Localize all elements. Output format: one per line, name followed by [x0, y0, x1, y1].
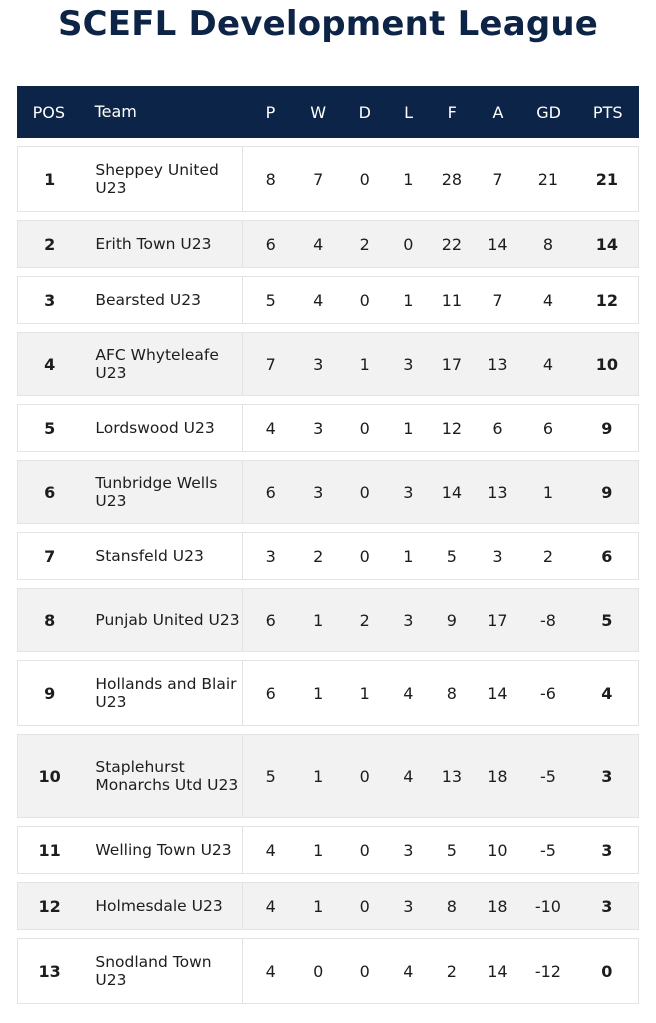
row-goals-against: 18 — [487, 766, 508, 786]
row-goals-against: 17 — [487, 610, 508, 630]
row-won: 0 — [313, 961, 324, 981]
row-drawn: 0 — [359, 961, 370, 981]
row-lost: 1 — [403, 290, 414, 310]
header-drawn[interactable]: D — [358, 102, 371, 122]
header-pos[interactable]: POS — [32, 102, 65, 122]
table-row[interactable] — [17, 276, 639, 324]
row-played: 6 — [265, 610, 276, 630]
row-pos: 11 — [38, 840, 61, 860]
row-drawn: 1 — [359, 683, 370, 703]
row-goals-against: 6 — [492, 418, 503, 438]
row-won: 1 — [313, 896, 324, 916]
row-won: 2 — [313, 546, 324, 566]
header-points[interactable]: PTS — [592, 102, 623, 122]
row-goals-for: 11 — [441, 290, 463, 310]
row-drawn: 0 — [359, 766, 370, 786]
row-goal-difference: -8 — [539, 610, 556, 630]
team-name: Bearsted U23 — [95, 291, 201, 309]
row-goals-against: 13 — [487, 482, 508, 502]
row-goals-for: 9 — [446, 610, 457, 630]
header-goals-against[interactable]: A — [492, 102, 504, 122]
row-points: 9 — [601, 482, 613, 502]
row-pos: 3 — [44, 290, 56, 310]
row-points: 6 — [601, 546, 613, 566]
row-points: 21 — [595, 169, 618, 189]
table-header — [17, 86, 639, 138]
league-table — [17, 86, 639, 1012]
table-row[interactable] — [17, 938, 639, 1004]
row-lost: 0 — [403, 234, 414, 254]
header-team[interactable]: Team — [94, 102, 137, 121]
row-goals-against: 14 — [487, 234, 508, 254]
row-goals-for: 2 — [446, 961, 457, 981]
table-row[interactable] — [17, 734, 639, 818]
row-team — [81, 939, 243, 1003]
team-name: Staplehurst Monarchs Utd U23 — [95, 758, 239, 794]
row-drawn: 1 — [359, 354, 370, 374]
header-won[interactable]: W — [310, 102, 327, 122]
team-name: Stansfeld U23 — [95, 547, 204, 565]
row-goals-against: 14 — [487, 683, 508, 703]
row-team — [81, 277, 243, 323]
row-points: 9 — [601, 418, 613, 438]
row-played: 4 — [265, 961, 276, 981]
row-pos: 1 — [44, 169, 56, 189]
row-goals-against: 18 — [487, 896, 508, 916]
team-name: AFC Whyteleafe U23 — [95, 346, 219, 382]
table-row[interactable] — [17, 532, 639, 580]
row-pos: 4 — [44, 354, 56, 374]
table-row[interactable] — [17, 220, 639, 268]
row-lost: 3 — [403, 354, 414, 374]
row-played: 7 — [265, 354, 276, 374]
row-played: 5 — [265, 290, 276, 310]
row-lost: 4 — [403, 766, 414, 786]
row-pos: 5 — [44, 418, 56, 438]
row-points: 10 — [595, 354, 618, 374]
row-team — [81, 333, 243, 395]
row-team — [81, 735, 243, 817]
row-played: 4 — [265, 418, 276, 438]
row-lost: 1 — [403, 169, 414, 189]
row-team — [81, 589, 243, 651]
row-won: 3 — [313, 354, 324, 374]
row-lost: 3 — [403, 482, 414, 502]
row-lost: 1 — [403, 546, 414, 566]
row-lost: 3 — [403, 840, 414, 860]
row-goals-for: 8 — [446, 896, 457, 916]
row-goals-for: 5 — [446, 546, 457, 566]
row-team — [81, 533, 243, 579]
row-goals-for: 28 — [441, 169, 463, 189]
row-goal-difference: 1 — [542, 482, 553, 502]
header-lost[interactable]: L — [404, 102, 413, 122]
row-goals-against: 10 — [487, 840, 508, 860]
row-team — [81, 827, 243, 873]
row-lost: 4 — [403, 961, 414, 981]
row-goal-difference: -5 — [539, 840, 556, 860]
row-goal-difference: -10 — [534, 896, 561, 916]
row-goals-against: 3 — [492, 546, 503, 566]
row-goal-difference: -5 — [539, 766, 556, 786]
team-name: Hollands and Blair U23 — [95, 675, 237, 711]
row-won: 3 — [313, 482, 324, 502]
row-points: 14 — [595, 234, 618, 254]
row-team — [81, 883, 243, 929]
team-name: Lordswood U23 — [95, 419, 215, 437]
row-goals-for: 17 — [441, 354, 463, 374]
row-played: 5 — [265, 766, 276, 786]
row-played: 6 — [265, 482, 276, 502]
table-row[interactable] — [17, 146, 639, 212]
row-won: 4 — [313, 290, 324, 310]
row-drawn: 0 — [359, 840, 370, 860]
team-name: Snodland Town U23 — [95, 953, 212, 989]
row-goals-for: 5 — [446, 840, 457, 860]
row-won: 4 — [313, 234, 324, 254]
row-won: 1 — [313, 610, 324, 630]
row-lost: 1 — [403, 418, 414, 438]
row-pos: 9 — [44, 683, 56, 703]
header-goal-difference[interactable]: GD — [536, 102, 561, 122]
row-played: 6 — [265, 234, 276, 254]
row-played: 4 — [265, 840, 276, 860]
row-won: 1 — [313, 683, 324, 703]
row-goal-difference: 4 — [542, 290, 553, 310]
row-goals-for: 8 — [446, 683, 457, 703]
row-points: 12 — [595, 290, 618, 310]
row-points: 3 — [601, 840, 613, 860]
row-goals-for: 12 — [441, 418, 463, 438]
row-played: 4 — [265, 896, 276, 916]
table-row[interactable] — [17, 826, 639, 874]
row-team — [81, 405, 243, 451]
page-title: SCEFL Development League — [57, 4, 599, 44]
row-goals-against: 13 — [487, 354, 508, 374]
row-lost: 4 — [403, 683, 414, 703]
row-drawn: 0 — [359, 169, 370, 189]
row-drawn: 0 — [359, 482, 370, 502]
row-drawn: 0 — [359, 418, 370, 438]
row-team — [81, 461, 243, 523]
header-played[interactable]: P — [265, 102, 276, 122]
row-goal-difference: 21 — [537, 169, 559, 189]
row-played: 8 — [265, 169, 276, 189]
row-goals-against: 7 — [492, 169, 503, 189]
row-team — [81, 661, 243, 725]
row-pos: 7 — [44, 546, 56, 566]
row-goal-difference: 6 — [542, 418, 553, 438]
row-team — [81, 221, 243, 267]
row-won: 1 — [313, 766, 324, 786]
team-name: Welling Town U23 — [95, 841, 232, 859]
row-pos: 2 — [44, 234, 56, 254]
row-goals-for: 13 — [441, 766, 463, 786]
table-body — [17, 146, 639, 1004]
row-lost: 3 — [403, 610, 414, 630]
row-goals-against: 14 — [487, 961, 508, 981]
team-name: Sheppey United U23 — [95, 161, 219, 197]
row-won: 7 — [313, 169, 324, 189]
row-pos: 13 — [38, 961, 61, 981]
table-row[interactable] — [17, 588, 639, 652]
table-row[interactable] — [17, 460, 639, 524]
row-drawn: 0 — [359, 896, 370, 916]
row-points: 3 — [601, 896, 613, 916]
row-lost: 3 — [403, 896, 414, 916]
row-points: 0 — [601, 961, 613, 981]
row-goal-difference: 8 — [542, 234, 553, 254]
row-played: 3 — [265, 546, 276, 566]
row-drawn: 0 — [359, 546, 370, 566]
row-won: 3 — [313, 418, 324, 438]
team-name: Punjab United U23 — [95, 611, 240, 629]
row-pos: 6 — [44, 482, 56, 502]
row-pos: 8 — [44, 610, 56, 630]
row-goal-difference: 4 — [542, 354, 553, 374]
table-row[interactable] — [17, 882, 639, 930]
table-row[interactable] — [17, 404, 639, 452]
row-played: 6 — [265, 683, 276, 703]
row-goals-for: 14 — [441, 482, 463, 502]
row-goals-against: 7 — [492, 290, 503, 310]
team-name: Erith Town U23 — [95, 235, 212, 253]
row-goal-difference: -12 — [534, 961, 561, 981]
row-goal-difference: 2 — [542, 546, 553, 566]
row-drawn: 2 — [359, 610, 370, 630]
row-points: 4 — [601, 683, 613, 703]
header-goals-for[interactable]: F — [447, 102, 457, 122]
row-drawn: 0 — [359, 290, 370, 310]
table-row[interactable] — [17, 332, 639, 396]
team-name: Tunbridge Wells U23 — [95, 474, 218, 510]
row-goals-for: 22 — [441, 234, 463, 254]
row-team — [81, 147, 243, 211]
team-name: Holmesdale U23 — [95, 897, 223, 915]
row-pos: 10 — [38, 766, 61, 786]
table-row[interactable] — [17, 660, 639, 726]
row-won: 1 — [313, 840, 324, 860]
row-goal-difference: -6 — [539, 683, 556, 703]
row-points: 3 — [601, 766, 613, 786]
row-drawn: 2 — [359, 234, 370, 254]
row-pos: 12 — [38, 896, 61, 916]
row-points: 5 — [601, 610, 613, 630]
